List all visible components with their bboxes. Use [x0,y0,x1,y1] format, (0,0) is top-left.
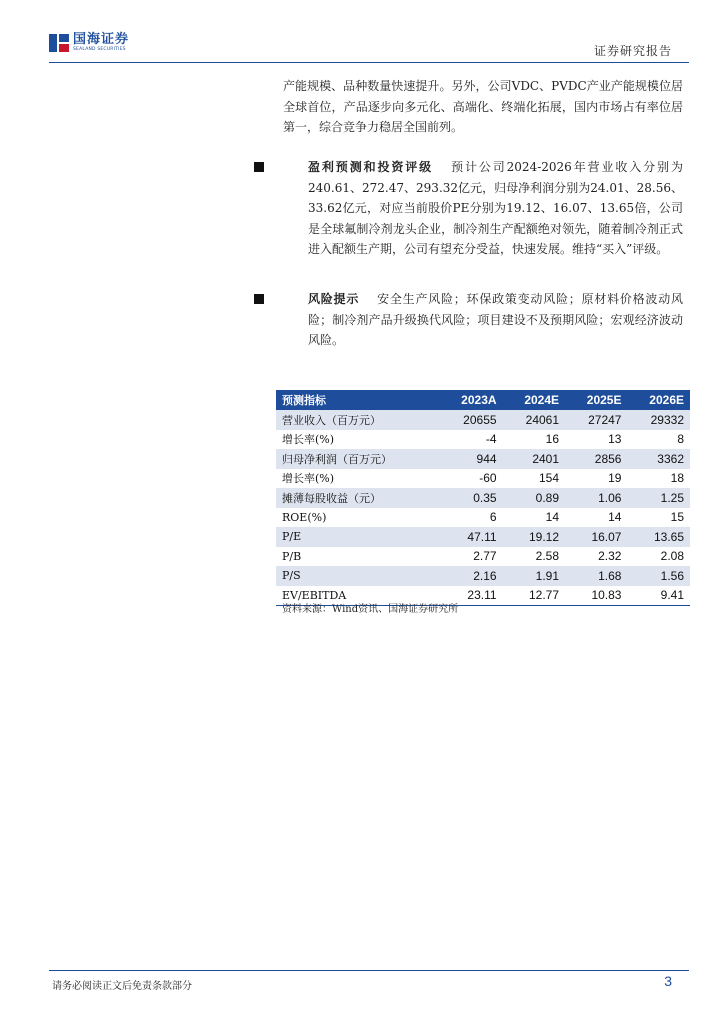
risk-body: 安全生产风险；环保政策变动风险；原材料价格波动风险；制冷剂产品升级换代风险；项目建设不及预期风险；宏观经济波动风险。 [308,292,683,348]
logo-name: 国海证券 [73,32,130,47]
row-label: P/E [276,527,439,547]
footer-divider [49,970,689,971]
row-label: 归母净利润（百万元） [276,449,439,469]
footer-disclaimer: 请务必阅读正文后免责条款部分 [52,981,192,992]
row-label: EV/EBITDA [276,586,439,606]
table-cell: 19 [565,469,627,489]
table-cell: 13 [565,430,627,450]
table-cell: 12.77 [503,586,565,606]
bullet-square-icon [254,162,264,172]
table-cell: 2.16 [439,566,502,586]
table-cell: 14 [503,508,565,528]
table-cell: 154 [503,469,565,489]
table-cell: 2.32 [565,547,627,567]
table-row [276,527,690,547]
table-cell: 10.83 [565,586,627,606]
table-cell: 29332 [627,410,690,430]
row-label: 摊薄每股收益（元） [276,488,439,508]
table-row [276,508,690,528]
forecast-body: 预计公司2024-2026年营业收入分别为240.61、272.47、293.32亿元，归母净利润分别为24.01、28.56、33.62亿元，对应当前股价PE分别为19.12、16.07、13.65倍，公司是全球氟制冷剂龙头企业，制冷剂生产配额绝对领先，随着制冷剂正式进入配额生产期，公司有望充分受益，快速发展。维持“买入”评级。 [308,160,683,257]
table-cell: 2.08 [627,547,690,567]
forecast-title: 盈利预测和投资评级 [308,160,434,174]
table-cell: 944 [439,449,502,469]
table-cell: 15 [627,508,690,528]
risk-section [308,289,683,351]
table-header-cell: 2024E [503,390,565,410]
table-cell: 23.11 [439,586,502,606]
table-cell: 8 [627,430,690,450]
table-cell: 2856 [565,449,627,469]
logo-english-name: SEALAND SECURITIES [73,47,126,52]
table-cell: 2.77 [439,547,502,567]
table-header-row [276,390,690,410]
table-row [276,449,690,469]
table-cell: 1.06 [565,488,627,508]
table-header-cell: 2023A [439,390,502,410]
company-logo [49,33,129,53]
table-cell: 9.41 [627,586,690,606]
table-header-cell: 2026E [627,390,690,410]
table-cell: 1.25 [627,488,690,508]
table-header-cell: 2025E [565,390,627,410]
table-row [276,488,690,508]
table-row [276,410,690,430]
table-row [276,547,690,567]
table-cell: 19.12 [503,527,565,547]
row-label: 营业收入（百万元） [276,410,439,430]
row-label: ROE(%) [276,508,439,528]
table-cell: 47.11 [439,527,502,547]
forecast-section [308,157,683,260]
report-type-label: 证券研究报告 [593,44,672,58]
table-cell: 0.89 [503,488,565,508]
bullet-square-icon [254,294,264,304]
risk-title: 风险提示 [308,292,360,306]
table-cell: 1.68 [565,566,627,586]
table-row [276,566,690,586]
table-cell: 20655 [439,410,502,430]
table-cell: 0.35 [439,488,502,508]
table-header-cell: 预测指标 [276,390,439,410]
row-label: P/S [276,566,439,586]
table-cell: 2.58 [503,547,565,567]
row-label: 增长率(%) [276,469,439,489]
intro-paragraph: 产能规模、品种数量快速提升。另外，公司VDC、PVDC产业产能规模位居全球首位，产品逐步向多元化、高端化、终端化拓展，国内市场占有率位居第一，综合竞争力稳居全国前列。 [283,79,683,135]
logo-mark-icon [49,34,69,52]
row-label: P/B [276,547,439,567]
table-cell: 14 [565,508,627,528]
table-source-note: 资料来源：Wind资讯、国海证券研究所 [282,604,459,615]
table-cell: 13.65 [627,527,690,547]
page-number: 3 [664,973,672,989]
row-label: 增长率(%) [276,430,439,450]
table-cell: -4 [439,430,502,450]
table-cell: 6 [439,508,502,528]
forecast-table [276,390,690,606]
table-cell: 18 [627,469,690,489]
table-row [276,469,690,489]
table-cell: 1.91 [503,566,565,586]
table-cell: 3362 [627,449,690,469]
table-cell: 1.56 [627,566,690,586]
table-cell: -60 [439,469,502,489]
table-cell: 27247 [565,410,627,430]
table-row [276,430,690,450]
table-cell: 16.07 [565,527,627,547]
header-divider [49,62,689,63]
table-cell: 16 [503,430,565,450]
table-cell: 24061 [503,410,565,430]
table-cell: 2401 [503,449,565,469]
